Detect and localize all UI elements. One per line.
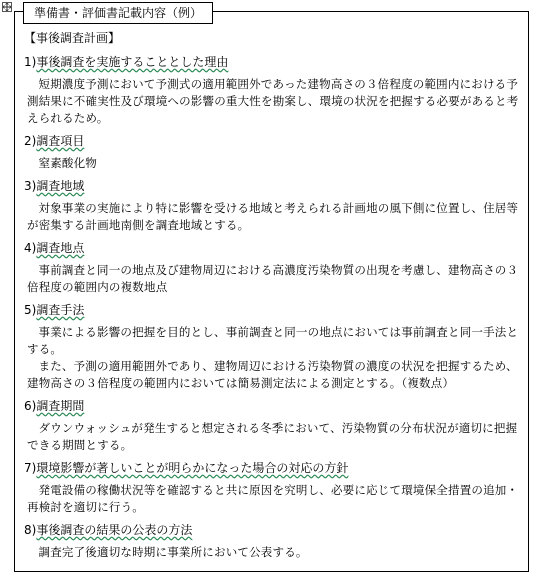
section-5 [24,302,524,392]
section-heading [24,302,524,318]
section-heading [24,398,524,414]
section-paragraph: 対象事業の実施により特に影響を受ける地域と考えられる計画地の風下側に位置し、住居等が密集する計画地南側を調査地域とする。 [27,201,519,232]
section-paragraph: 調査完了後適切な時期に事業所において公表する。 [38,545,308,559]
section-number: 4) [24,241,37,255]
section-4 [24,240,524,296]
move-handle-icon[interactable] [2,2,12,12]
section-paragraph: ダウンウォッシュが発生すると想定される冬季において、汚染物質の分布状況が適切に把握できる期間とする。 [27,421,518,452]
section-paragraph: 事前調査と同一の地点及び建物周辺における高濃度汚染物質の出現を考慮し、建物高さの３倍程度の範囲内の複数地点 [27,263,519,294]
section-number: 3) [24,179,37,193]
section-paragraph: 短期濃度予測において予測式の適用範囲外であった建物高さの３倍程度の範囲内における予測結果に不確実性及び環境への影響の重大性を勘案し、環境の状況を把握する必要があると考えられるため。 [27,77,519,125]
section-1 [24,54,524,127]
section-title: 事後調査の結果の公表の方法 [36,523,193,537]
section-number: 1) [24,55,37,69]
plan-heading: 【事後調査計画】 [24,31,121,45]
section-heading [24,240,524,256]
section-paragraph: 窒素酸化物 [38,156,97,170]
section-3 [24,178,524,234]
section-number: 8) [24,523,37,537]
section-title: 調査地点 [36,241,85,255]
section-6 [24,398,524,454]
section-heading [24,460,524,476]
section-number: 7) [24,461,37,475]
section-title: 調査地域 [36,179,85,193]
section-list [24,54,524,561]
section-heading [24,54,524,70]
section-paragraph: 事業による影響の把握を目的とし、事前調査と同一の地点においては事前調査と同一手法とする。 [27,325,519,356]
section-title: 事後調査を実施することとした理由 [36,55,229,69]
section-paragraph: 発電設備の稼働状況等を確認すると共に原因を究明し、必要に応じて環境保全措置の追加・再検討を適切に行う。 [27,483,519,514]
section-paragraph: また、予測の適用範囲外であり、建物周辺における汚染物質の濃度の状況を把握するため、建物高さの３倍程度の範囲内においては簡易測定法による測定とする。（複数点） [27,359,518,390]
section-title: 調査項目 [36,134,85,148]
section-title: 調査手法 [36,303,85,317]
section-heading [24,133,524,149]
section-number: 5) [24,303,37,317]
section-2 [24,133,524,172]
section-heading [24,178,524,194]
document-title: 準備書・評価書記載内容（例） [23,2,213,24]
section-number: 2) [24,134,37,148]
section-heading [24,522,524,538]
section-title: 調査期間 [36,399,85,413]
document-body [24,30,524,567]
section-number: 6) [24,399,37,413]
section-7 [24,460,524,516]
section-8 [24,522,524,561]
section-title: 環境影響が著しいことが明らかになった場合の対応の方針 [36,461,349,475]
